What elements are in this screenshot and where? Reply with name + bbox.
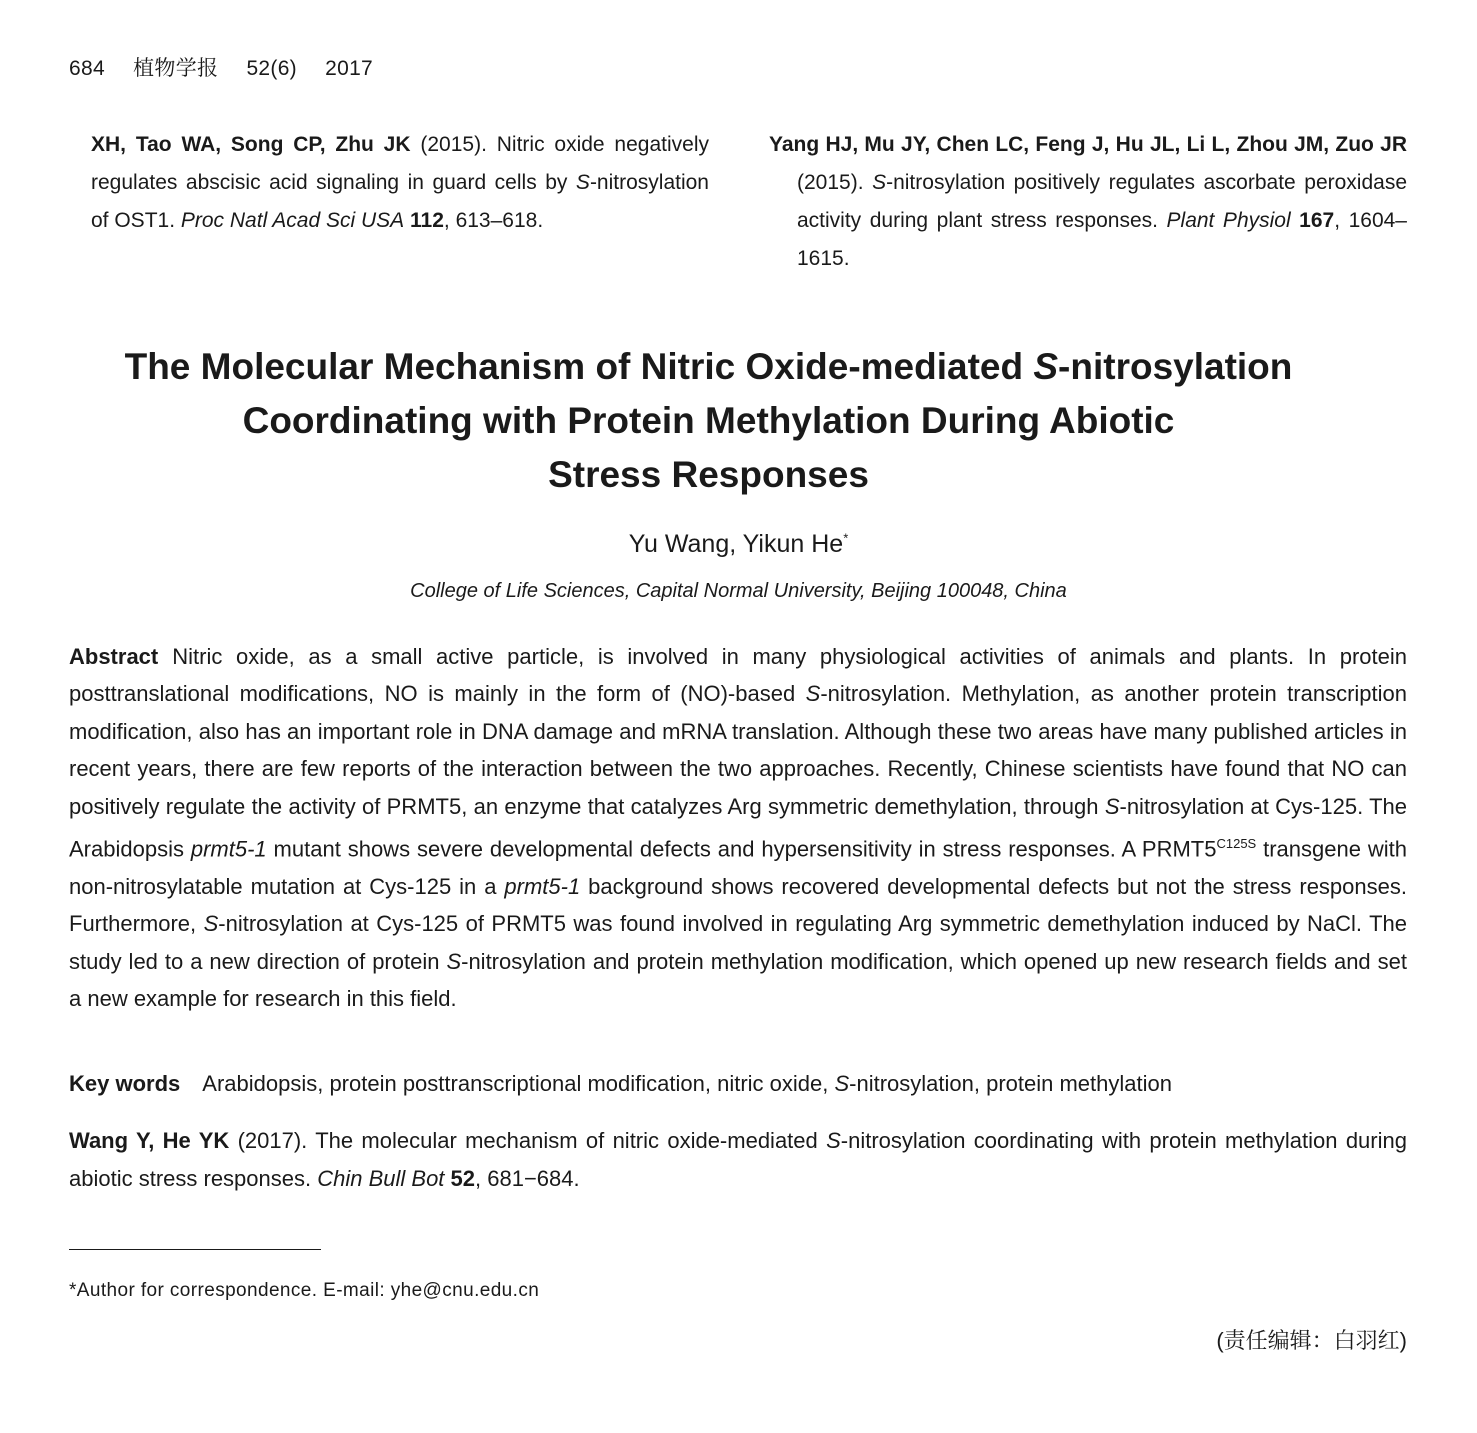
abstract-text: background shows recovered developmental defects but not the stress responses. Furthermore, [69, 873, 1407, 937]
abstract-text: -nitrosylation and protein methylation modification, which opened up new research fields and set a new example for research in this field. [69, 948, 1407, 1011]
title-line-1-s: S [1033, 346, 1059, 387]
abstract-s: S [1104, 793, 1120, 819]
keywords-text: -nitrosylation, protein methylation [849, 1071, 1172, 1096]
abstract-text: -nitrosylation. Methylation, as another protein transcription modification, also has an important role in DNA damage and mRNA translation. Although these two areas have many published articles in recent years, there are few reports of the interaction between the two approaches. Recently, Chinese scientists have found that NO can positively regulate the activity of PRMT5, an enzyme that catalyzes Arg symmetric demethylation, through [69, 681, 1407, 819]
abstract-label: Abstract [69, 644, 159, 669]
ref-volume: 112 [404, 209, 444, 232]
author-names: Yu Wang, Yikun He [628, 530, 844, 558]
reference-left [91, 126, 709, 240]
running-header [69, 52, 395, 82]
abstract-mutant: prmt5-1 [504, 873, 581, 899]
ref-title-post: -nitrosylation positively regulates ascorbate peroxidase activity during plant stress responses. [797, 171, 1407, 232]
keywords-text: Arabidopsis, protein posttranscriptional modification, nitric oxide, [202, 1071, 835, 1096]
correspondence-mark: * [843, 530, 849, 546]
abstract-s: S [203, 911, 219, 937]
correspondence-footnote: *Author for correspondence. E-mail: yhe@cnu.edu.cn [69, 1280, 540, 1301]
year: 2017 [325, 57, 374, 80]
editor-note: (责任编辑：白羽红) [1216, 1328, 1407, 1353]
ref-title-post: -nitrosylation of OST1. [91, 171, 709, 232]
abstract [69, 638, 1407, 1017]
ref-pages: , 1604–1615. [797, 209, 1407, 270]
paper-title [60, 340, 1357, 502]
ref-year: (2015). [410, 133, 497, 156]
abstract-text: Nitric oxide, as a small active particle, is involved in many physiological activities of animals and plants. In protein posttranslational modifications, NO is mainly in the form of (NO)-based [69, 644, 1407, 707]
abstract-superscript: C125S [1216, 836, 1257, 852]
citation-s: S [826, 1128, 841, 1153]
citation-journal: Chin Bull Bot [317, 1165, 445, 1191]
ref-journal: Proc Natl Acad Sci USA [180, 209, 405, 232]
title-line-1-pre: The Molecular Mechanism of Nitric Oxide-mediated [124, 346, 1034, 387]
volume-issue: 52(6) [246, 57, 297, 80]
title-line-1-post: -nitrosylation [1058, 346, 1293, 387]
title-line-3: Stress Responses [548, 454, 869, 495]
abstract-text: -nitrosylation at Cys-125. The Arabidopsis [69, 793, 1407, 862]
keywords [69, 1071, 1407, 1097]
citation-volume: 52 [444, 1165, 476, 1191]
abstract-text: -nitrosylation at Cys-125 of PRMT5 was found involved in regulating Arg symmetric demethylation induced by NaCl. The study led to a new direction of protein [69, 911, 1407, 974]
abstract-mutant: prmt5-1 [190, 836, 267, 862]
ref-volume: 167 [1290, 209, 1335, 232]
reference-right [769, 126, 1407, 278]
journal-name: 植物学报 [133, 57, 219, 80]
author-list [0, 530, 1477, 559]
keywords-s: S [834, 1071, 850, 1096]
citation-text: -nitrosylation coordinating with protein methylation during abiotic stress responses. [69, 1128, 1407, 1191]
footnote-divider [69, 1249, 321, 1250]
ref-authors: XH, Tao WA, Song CP, Zhu JK [91, 133, 411, 156]
title-line-2: Coordinating with Protein Methylation During Abiotic [242, 400, 1175, 441]
keywords-label: Key words [69, 1071, 181, 1096]
abstract-s: S [805, 681, 821, 707]
title-line-1 [60, 340, 1357, 394]
citation-authors: Wang Y, He YK [69, 1128, 230, 1153]
ref-title-s: S [872, 171, 887, 194]
page-number: 684 [69, 57, 105, 80]
ref-pages: , 613–618. [443, 209, 544, 232]
ref-authors: Yang HJ, Mu JY, Chen LC, Feng J, Hu JL, Li L, Zhou JM, Zuo JR [769, 133, 1407, 156]
citation [69, 1122, 1407, 1197]
ref-title-pre: Nitric oxide negatively regulates abscisic acid signaling in guard cells by [91, 133, 709, 194]
abstract-text: mutant shows severe developmental defects and hypersensitivity in stress responses. A PRMT5 [266, 836, 1217, 862]
affiliation: College of Life Sciences, Capital Normal University, Beijing 100048, China [410, 580, 1067, 602]
ref-journal: Plant Physiol [1166, 209, 1291, 232]
ref-title-s: S [575, 171, 590, 194]
abstract-text: transgene with non-nitrosylatable mutation at Cys-125 in a [69, 836, 1407, 899]
ref-year: (2015). [797, 171, 873, 194]
citation-text: (2017). The molecular mechanism of nitric oxide-mediated [229, 1128, 827, 1153]
citation-pages: , 681−684. [475, 1165, 580, 1191]
abstract-s: S [446, 948, 462, 974]
